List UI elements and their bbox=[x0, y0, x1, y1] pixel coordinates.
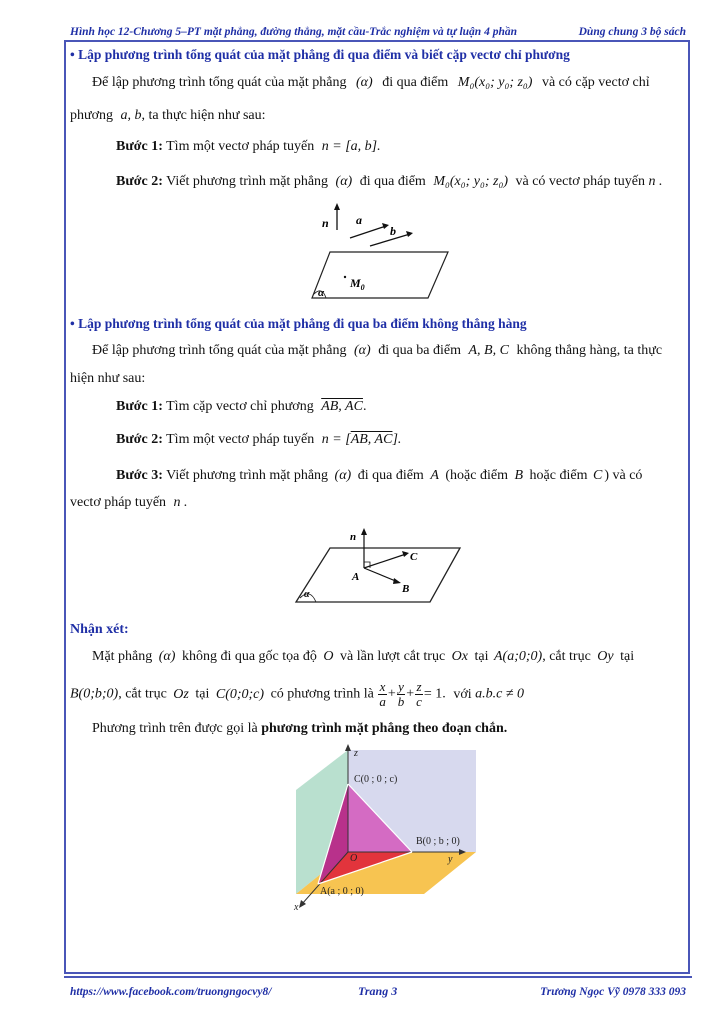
figure-plane-vectors bbox=[310, 202, 450, 302]
r-line2-b: tại bbox=[195, 686, 210, 702]
s1-vec-pair: a, b bbox=[120, 108, 142, 123]
r-line1-e: , cắt trục bbox=[542, 649, 591, 664]
fig1-n-label: n bbox=[322, 216, 329, 230]
remark-line1 bbox=[92, 649, 634, 665]
normal-vector-head bbox=[334, 203, 340, 210]
footer-line bbox=[64, 976, 692, 978]
frac-c: c bbox=[416, 694, 422, 709]
r-line1-a: Mặt phẳng bbox=[92, 649, 153, 664]
frac-z: z bbox=[416, 679, 422, 694]
section2-step3 bbox=[116, 468, 642, 484]
s2-alpha: (α) bbox=[354, 343, 371, 358]
fig1-m0-sub: 0 bbox=[360, 283, 365, 292]
r-cond: a.b.c ≠ 0 bbox=[475, 686, 525, 702]
section1-step2 bbox=[116, 174, 662, 190]
r-line2-a: , cắt trục bbox=[118, 686, 167, 702]
frac-z-over-c bbox=[415, 680, 423, 709]
normal-head-2 bbox=[361, 528, 367, 535]
footer-author: Trương Ngọc Vỹ 0978 333 093 bbox=[540, 986, 686, 998]
s1-step1-label: Bước 1: bbox=[116, 139, 163, 154]
fig1-m0-letter: M bbox=[350, 276, 361, 290]
plane-alpha-shape-2 bbox=[296, 548, 460, 602]
frac-b: b bbox=[397, 694, 405, 709]
fig2-c-label: C bbox=[410, 551, 418, 563]
s2-step3-text-b: đi qua điểm bbox=[357, 468, 424, 483]
s2-step3-end: n . bbox=[173, 495, 188, 510]
fig2-alpha-label: α bbox=[304, 589, 310, 600]
figure-intercept-plane bbox=[292, 744, 478, 914]
section2-step1 bbox=[116, 399, 366, 415]
section2-intro-line1 bbox=[92, 343, 662, 359]
r-line1-d: tại bbox=[474, 649, 489, 664]
r-line1-f: tại bbox=[620, 649, 635, 664]
r-line3-b: phương trình mặt phẳng theo đoạn chắn. bbox=[261, 721, 508, 736]
section2-step3-line2 bbox=[70, 495, 188, 511]
s1-step1-text: Tìm một vectơ pháp tuyến bbox=[166, 139, 315, 154]
section2-title: • Lập phương trình tổng quát của mặt phẳng đi qua ba điểm không thẳng hàng bbox=[70, 316, 527, 331]
frac-x-over-a bbox=[378, 680, 387, 709]
remark-line3 bbox=[92, 721, 507, 737]
s2-step3-a: A bbox=[430, 468, 439, 483]
s2-step1-vectors: AB, AC bbox=[321, 399, 363, 414]
fig2-n-label: n bbox=[350, 531, 357, 543]
s1-intro-c: và có cặp vectơ chỉ bbox=[541, 75, 650, 90]
s2-step2-formula-b: AB, AC bbox=[350, 432, 393, 447]
header-left: Hình học 12-Chương 5–PT mặt phẳng, đường thẳng, mặt cầu-Trắc nghiệm và tự luận 4 phần bbox=[70, 26, 517, 38]
vector-a-head bbox=[382, 223, 389, 229]
fig2-b-label: B bbox=[402, 583, 410, 595]
section2-intro-line2: hiện như sau: bbox=[70, 371, 146, 386]
s2-step2-formula-c: ]. bbox=[392, 432, 402, 447]
vector-ac-line bbox=[364, 554, 406, 568]
s2-points: A, B, C bbox=[468, 343, 509, 358]
s1-intro2-b: , ta thực hiện như sau: bbox=[141, 108, 266, 123]
s1-step2-text-c: và có vectơ pháp tuyến bbox=[515, 174, 645, 189]
s2-step1-text: Tìm cặp vectơ chỉ phương bbox=[166, 399, 314, 414]
section1-intro-line1 bbox=[92, 75, 650, 91]
axis-z-head bbox=[345, 744, 351, 751]
r-line2-c: có phương trình là bbox=[270, 686, 374, 702]
page-footer bbox=[64, 984, 692, 1002]
s2-step3-text-c: (hoặc điểm bbox=[445, 468, 508, 483]
s2-intro-b: đi qua ba điểm bbox=[378, 343, 461, 358]
frac-x: x bbox=[379, 679, 386, 694]
s2-intro-a: Để lập phương trình tổng quát của mặt phẳng bbox=[92, 343, 347, 358]
vector-a-line bbox=[350, 226, 386, 238]
point-m0 bbox=[344, 276, 346, 278]
header-right: Dùng chung 3 bộ sách bbox=[578, 26, 686, 38]
footer-link[interactable]: https://www.facebook.com/truongngocvy8/ bbox=[70, 986, 272, 998]
remark-title: Nhận xét: bbox=[70, 622, 129, 637]
r-o: O bbox=[323, 649, 334, 664]
s1-step1-formula: n = [a, b]. bbox=[321, 139, 381, 154]
s1-point: M₀(x₀; y₀; z₀) bbox=[457, 75, 533, 90]
s1-alpha: (α) bbox=[356, 75, 373, 90]
s2-step3-text-a: Viết phương trình mặt phẳng bbox=[166, 468, 329, 483]
s1-intro-a: Để lập phương trình tổng quát của mặt phẳng bbox=[92, 75, 347, 90]
section1-intro-line2 bbox=[70, 108, 266, 124]
r-pb: B(0;b;0) bbox=[70, 686, 119, 702]
r-line3-a: Phương trình trên được gọi là bbox=[92, 721, 258, 736]
r-pc: C(0;0;c) bbox=[215, 686, 265, 702]
s1-step2-text-a: Viết phương trình mặt phẳng bbox=[166, 174, 329, 189]
s2-step2-label: Bước 2: bbox=[116, 432, 163, 447]
s2-step3-b: B bbox=[514, 468, 524, 483]
section2-step2 bbox=[116, 432, 401, 448]
s2-step3-label: Bước 3: bbox=[116, 468, 163, 483]
s1-step2-text-b: đi qua điểm bbox=[359, 174, 426, 189]
fig1-alpha-label: α bbox=[318, 287, 325, 299]
s2-intro-c: không thẳng hàng, ta thực bbox=[516, 343, 663, 358]
s2-step3-text-e: ) và có bbox=[604, 468, 643, 483]
s2-step2-text: Tìm một vectơ pháp tuyến bbox=[166, 432, 315, 447]
s2-step2-formula-a: n = [ bbox=[321, 432, 351, 447]
frac-a: a bbox=[379, 694, 386, 709]
vector-ab-line bbox=[364, 568, 398, 582]
vector-ab-head bbox=[393, 578, 401, 584]
fig3-o-label: O bbox=[350, 853, 358, 864]
fig2-a-label: A bbox=[352, 571, 360, 583]
s2-step3-c: C bbox=[592, 468, 603, 483]
s2-step1-label: Bước 1: bbox=[116, 399, 163, 414]
r-ox: Ox bbox=[451, 649, 468, 664]
fig3-x-label: x bbox=[294, 902, 299, 913]
s2-step3-alpha: (α) bbox=[334, 468, 352, 483]
remark-line2: B(0;b;0), cắt trục Oz tại C(0;0;c) có phương trình là $\frac{x}{a}$ + $\frac{y}{b}$ + $\frac{z}{c}$ = 1. với a.b.c ≠ 0 bbox=[70, 679, 525, 709]
r-oz: Oz bbox=[173, 686, 189, 702]
plane-alpha-shape bbox=[312, 252, 448, 298]
s1-step2-label: Bước 2: bbox=[116, 174, 163, 189]
fig1-b-label: b bbox=[390, 224, 396, 238]
s2-step3-line2: vectơ pháp tuyến bbox=[70, 495, 167, 510]
s1-intro2-a: phương bbox=[70, 108, 113, 123]
r-alpha: (α) bbox=[158, 649, 176, 664]
figure-plane-three-points bbox=[294, 524, 464, 606]
section1-title: • Lập phương trình tổng quát của mặt phẳng đi qua điểm và biết cặp vectơ chỉ phương bbox=[70, 47, 570, 62]
r-eq-end: = 1. bbox=[423, 686, 446, 702]
page-number: Trang 3 bbox=[358, 984, 398, 998]
r-line1-c: và lần lượt cắt trục bbox=[340, 649, 446, 664]
fig3-y-label: y bbox=[448, 854, 453, 865]
s1-step2-point: M₀(x₀; y₀; z₀) bbox=[433, 174, 508, 189]
fig3-a-label: A(a ; 0 ; 0) bbox=[320, 886, 364, 897]
r-line1-b: không đi qua gốc tọa độ bbox=[181, 649, 317, 664]
s1-intro-b: đi qua điểm bbox=[382, 75, 449, 90]
fig3-z-label: z bbox=[354, 748, 358, 759]
fig3-b-label: B(0 ; b ; 0) bbox=[416, 836, 460, 847]
s1-step2-end: n . bbox=[648, 174, 663, 189]
fig1-m0-label bbox=[349, 276, 365, 292]
fig3-c-label: C(0 ; 0 ; c) bbox=[354, 774, 398, 785]
s2-step1-end: . bbox=[362, 399, 367, 414]
vector-b-head bbox=[406, 231, 413, 237]
r-pa: A(a;0;0) bbox=[494, 649, 543, 664]
frac-y-over-b bbox=[397, 680, 406, 709]
r-with: với bbox=[453, 686, 472, 702]
r-oy: Oy bbox=[597, 649, 614, 664]
page-header bbox=[64, 24, 692, 40]
vector-ac-head bbox=[402, 551, 409, 557]
section1-step1 bbox=[116, 139, 381, 155]
s2-step3-text-d: hoặc điểm bbox=[529, 468, 588, 483]
s1-step2-alpha: (α) bbox=[335, 174, 353, 189]
frac-y: y bbox=[398, 679, 404, 694]
fig1-a-label: a bbox=[356, 213, 362, 227]
